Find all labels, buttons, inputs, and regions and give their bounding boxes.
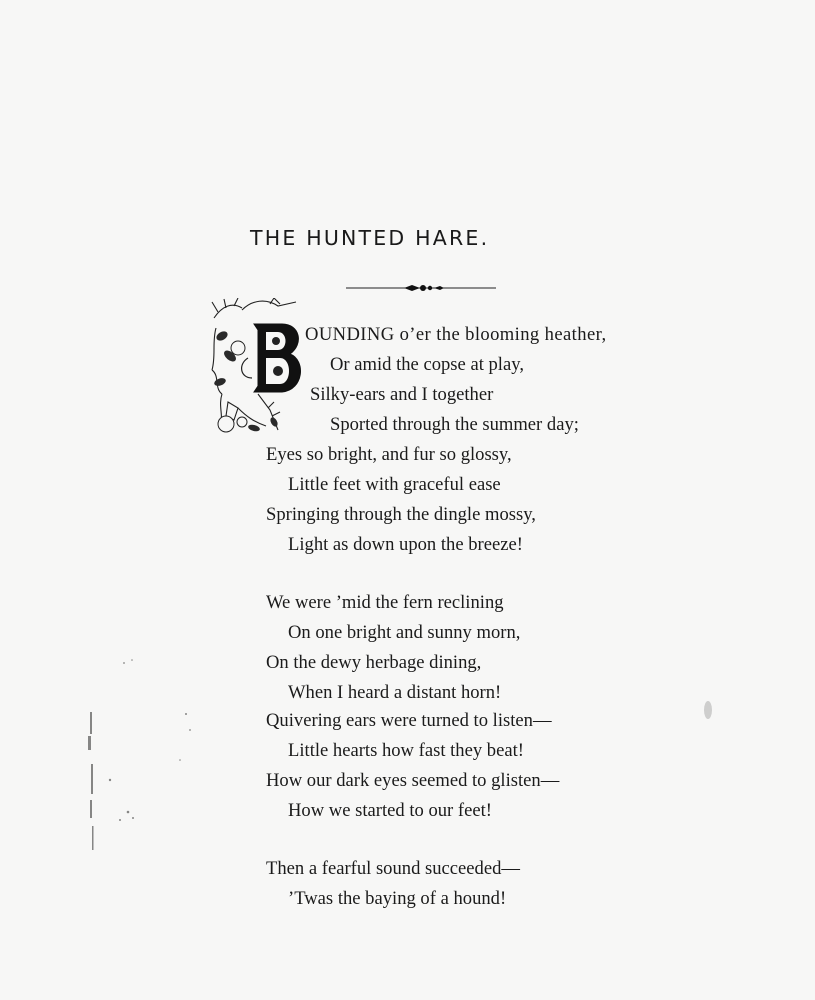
floral-drop-cap-b <box>208 298 306 440</box>
poem-line: Light as down upon the breeze! <box>288 534 523 555</box>
poem-line: Or amid the copse at play, <box>330 354 524 375</box>
title-ornament <box>346 282 496 294</box>
poem-line: Silky-ears and I together <box>310 384 494 405</box>
poem-line: How our dark eyes seemed to glisten— <box>266 770 560 791</box>
poem-line: On the dewy herbage dining, <box>266 652 482 673</box>
poem-line: ’Twas the baying of a hound! <box>288 888 507 909</box>
poem-line: Quivering ears were turned to listen— <box>266 710 552 731</box>
poem-line-1: OUNDING o’er the blooming heather, <box>305 324 607 345</box>
poem-line: Little feet with graceful ease <box>288 474 501 495</box>
poem-line: We were ’mid the fern reclining <box>266 592 504 613</box>
poem-line: How we started to our feet! <box>288 800 492 821</box>
poem-line: Then a fearful sound succeeded— <box>266 858 521 879</box>
poem-line: On one bright and sunny morn, <box>288 622 521 643</box>
poem-line: Eyes so bright, and fur so glossy, <box>266 444 512 465</box>
poem-line: Little hearts how fast they beat! <box>288 740 524 761</box>
poem-title: THE HUNTED HARE. <box>250 226 490 250</box>
poem-line: Springing through the dingle mossy, <box>266 504 536 525</box>
poem-line: When I heard a distant horn! <box>288 682 502 703</box>
poem-line: Sported through the summer day; <box>330 414 579 435</box>
